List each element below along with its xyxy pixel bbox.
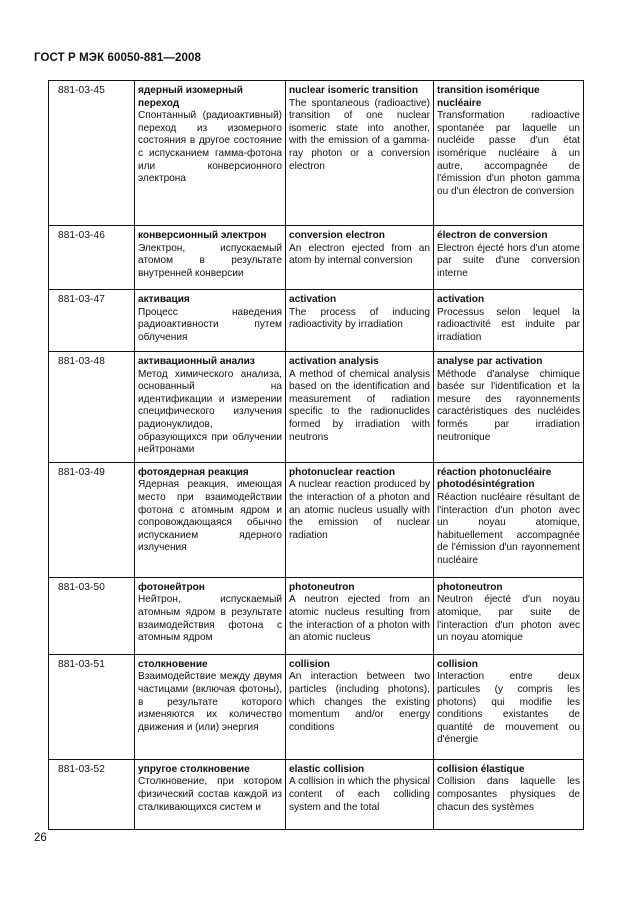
term-id: 881-03-47 (49, 290, 135, 352)
term-row (49, 352, 584, 463)
french-cell (434, 352, 584, 463)
term-id: 881-03-50 (49, 577, 135, 654)
russian-definition: Метод химического анализа, основанный на идентификации и измерении специфического излучения радионуклидов, образующихся при облучении нейтронами (138, 368, 282, 456)
russian-cell (135, 81, 286, 226)
english-cell (286, 352, 434, 463)
english-definition: An electron ejected from an atom by internal conversion (289, 242, 430, 267)
russian-definition: Электрон, испускаемый атомом в результате внутренней конверсии (138, 242, 282, 279)
french-term: activation (437, 294, 485, 305)
english-term: activation (289, 294, 337, 305)
french-cell (434, 462, 584, 577)
english-definition: A nuclear reaction produced by the interaction of a photon and an atomic nucleus usually with the emission of nuclear radiation (289, 479, 430, 541)
english-term: nuclear isomeric transition (289, 85, 419, 96)
english-term: activation analysis (289, 356, 379, 367)
english-definition: A method of chemical analysis based on the identification and measurement of radiation specific to the radionuclides formed by irradiation with neutrons (289, 368, 430, 443)
russian-definition: Спонтанный (радиоактивный) переход из изомерного состояния в другое состояние с испусканием гамма-фотона или конверсионного электрона (138, 110, 282, 185)
russian-cell (135, 759, 286, 829)
french-cell (434, 290, 584, 352)
english-cell (286, 226, 434, 290)
english-cell (286, 290, 434, 352)
term-row (49, 759, 584, 829)
russian-cell (135, 352, 286, 463)
russian-term: конверсионный электрон (138, 230, 267, 241)
english-term: collision (289, 658, 330, 670)
term-row (49, 462, 584, 577)
french-cell (434, 81, 584, 226)
russian-cell (135, 654, 286, 759)
english-definition: The spontaneous (radioactive) transition of one nuclear isomeric state into another, with the emission of a gamma-ray photon or a conversion electron (289, 97, 430, 172)
english-cell (286, 654, 434, 759)
french-definition: Processus selon lequel la radioactivité est induite par irradiation (437, 306, 580, 343)
french-definition: Neutron éjecté d'un noyau atomique, par suite de l'interaction d'un photon avec un noyau atomique (437, 594, 580, 644)
russian-cell (135, 290, 286, 352)
russian-cell (135, 462, 286, 577)
english-definition: A neutron ejected from an atomic nucleus resulting from the interaction of a photon with an atomic nucleus (289, 594, 430, 644)
russian-cell (135, 226, 286, 290)
russian-term: активационный анализ (138, 356, 255, 367)
term-id: 881-03-45 (49, 81, 135, 226)
term-id: 881-03-48 (49, 352, 135, 463)
russian-definition: Взаимодействие между двумя частицами (включая фотоны), в результате которого изменяются их количество движения и (или) энергия (138, 671, 282, 733)
french-term: électron de conversion (437, 230, 548, 241)
french-term: collision élastique (437, 763, 525, 775)
term-row (49, 290, 584, 352)
term-row (49, 654, 584, 759)
english-definition: A collision in which the physical content of each colliding system and the total (289, 776, 430, 813)
term-row (49, 81, 584, 226)
english-term: photoneutron (289, 581, 355, 593)
russian-cell (135, 577, 286, 654)
english-cell (286, 759, 434, 829)
french-definition: Transformation radioactive spontanée par laquelle un nucléide passe d'un état isomérique nucléaire à un autre, accompagnée de l'émission d'un photon gamma ou d'un électron de conversion (437, 110, 580, 197)
terms-table (48, 80, 584, 830)
french-cell (434, 577, 584, 654)
russian-term: ядерный изомерный переход (138, 85, 243, 109)
russian-term: активация (138, 294, 190, 305)
term-id: 881-03-52 (49, 759, 135, 829)
russian-definition: Ядерная реакция, имеющая место при взаимодействии фотона с атомным ядром и сопровождающаяся обычно испусканием ядерного излучения (138, 479, 282, 554)
russian-definition: Нейтрон, испускаемый атомным ядром в результате взаимодействия фотона с атомным ядром (138, 594, 282, 644)
french-term: photoneutron (437, 581, 503, 593)
english-term: photonuclear reaction (289, 466, 395, 478)
french-term: analyse par activation (437, 356, 543, 367)
english-definition: An interaction between two particles (including photons), which changes the existing momentum and/or energy conditions (289, 671, 430, 733)
russian-term: упругое столкновение (138, 763, 250, 775)
french-cell (434, 226, 584, 290)
english-term: elastic collision (289, 763, 365, 775)
french-definition: Electron éjecté hors d'un atome par suite d'une conversion interne (437, 242, 580, 279)
document-header: ГОСТ Р МЭК 60050-881—2008 (34, 52, 201, 64)
russian-term: фотоядерная реакция (138, 466, 249, 478)
french-term: transition isomérique nucléaire (437, 85, 540, 109)
english-cell (286, 577, 434, 654)
russian-definition: Столкновение, при котором физический состав каждой из сталкивающихся систем и (138, 776, 282, 813)
term-id: 881-03-51 (49, 654, 135, 759)
term-row (49, 226, 584, 290)
french-term: collision (437, 658, 478, 670)
english-cell (286, 81, 434, 226)
french-term: réaction photonucléaire photodésintégration (437, 466, 552, 491)
french-definition: Méthode d'analyse chimique basée sur l'identification et la mesure des rayonnements caractéristiques des nucléides formés par irradiation neutronique (437, 368, 580, 443)
term-row (49, 577, 584, 654)
french-definition: Interaction entre deux particules (y compris les photons) qui modifie les conditions existantes de quantité de mouvement ou d'énergie (437, 671, 580, 746)
english-cell (286, 462, 434, 577)
english-definition: The process of inducing radioactivity by irradiation (289, 306, 430, 331)
russian-term: фотонейтрон (138, 581, 205, 593)
french-cell (434, 759, 584, 829)
french-definition: Collision dans laquelle les composantes physiques de chacun des systèmes (437, 776, 580, 813)
russian-term: столкновение (138, 658, 208, 670)
russian-definition: Процесс наведения радиоактивности путем облучения (138, 306, 282, 343)
english-term: conversion electron (289, 230, 385, 241)
term-id: 881-03-46 (49, 226, 135, 290)
french-definition: Réaction nucléaire résultant de l'interaction d'un photon avec un noyau atomique, habituellement accompagnée de l'émission d'un rayonnement nucléaire (437, 491, 580, 566)
page-number: 26 (34, 832, 47, 844)
term-id: 881-03-49 (49, 462, 135, 577)
french-cell (434, 654, 584, 759)
